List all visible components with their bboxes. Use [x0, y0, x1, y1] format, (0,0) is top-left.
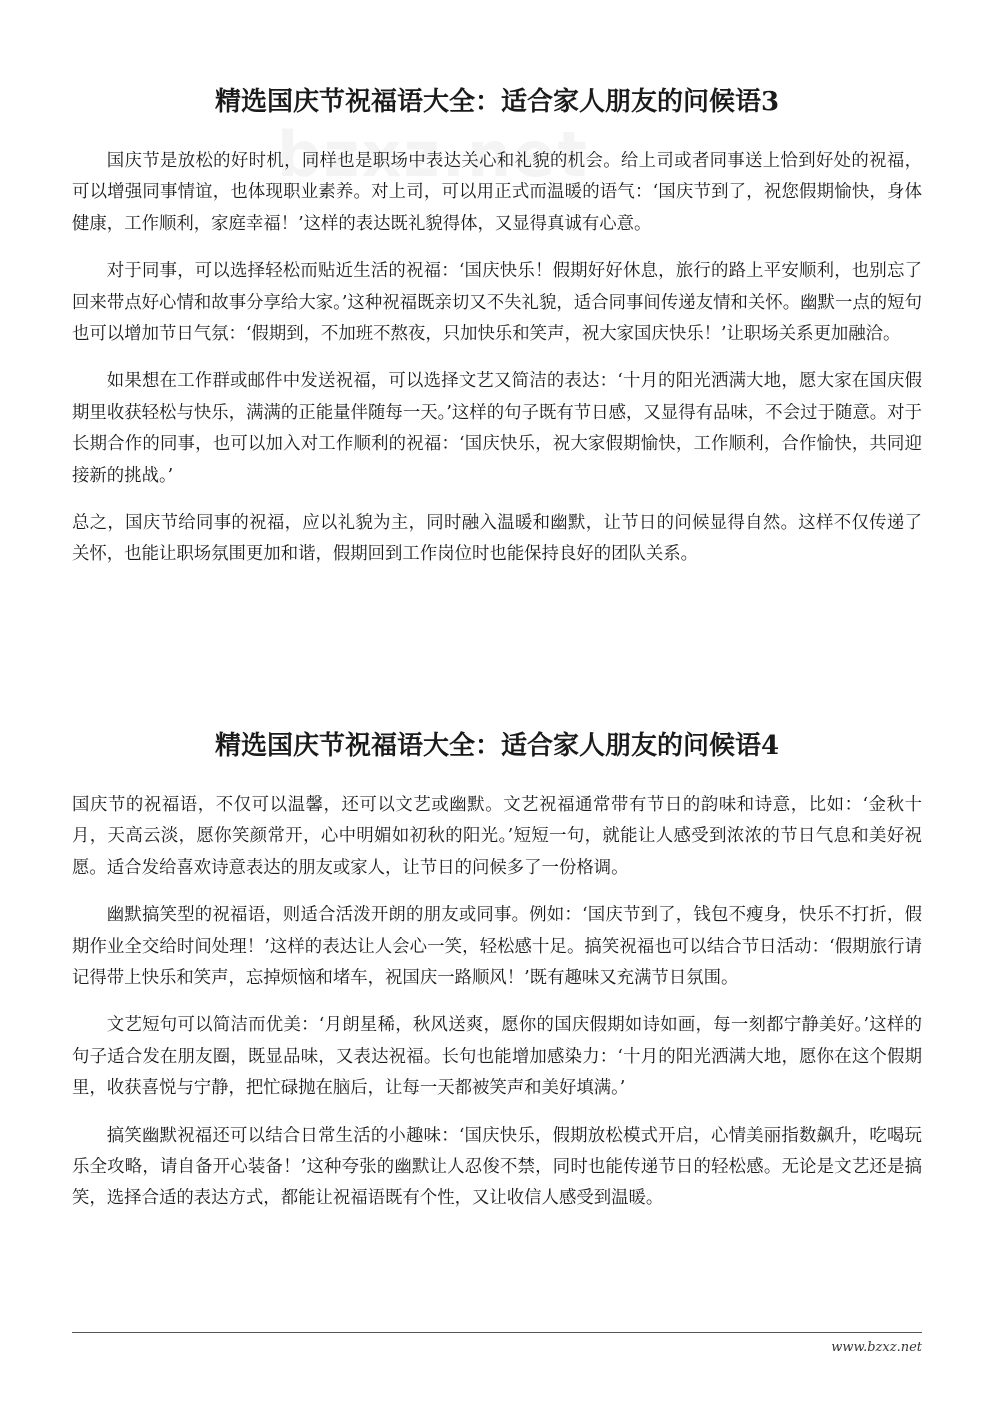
- section-title-4: 精选国庆节祝福语大全：适合家人朋友的问候语4: [214, 731, 780, 761]
- paragraph: 文艺短句可以简洁而优美：‘月朗星稀，秋风送爽，愿你的国庆假期如诗如画，每一刻都宁静美好。’这样的句子适合发在朋友圈，既显品味，又表达祝福。长句也能增加感染力：‘十月的阳光洒满大地，愿你在这个假期里，收获喜悦与宁静，把忙碌抛在脑后，让每一天都被笑声和美好填满。’: [72, 1015, 922, 1099]
- document-page: [72, 0, 922, 1404]
- section-body-4: [72, 790, 922, 1231]
- paragraph: 对于同事，可以选择轻松而贴近生活的祝福：‘国庆快乐！假期好好休息，旅行的路上平安顺利，也别忘了回来带点好心情和故事分享给大家。’这种祝福既亲切又不失礼貌，适合同事间传递友情和关怀。幽默一点的短句也可以增加节日气氛：‘假期到，不加班不熬夜，只加快乐和笑声，祝大家国庆快乐！’让职场关系更加融洽。: [72, 261, 922, 345]
- section-body-3: [72, 146, 922, 587]
- paragraph: 搞笑幽默祝福还可以结合日常生活的小趣味：‘国庆快乐，假期放松模式开启，心情美丽指数飙升，吃喝玩乐全攻略，请自备开心装备！’这种夸张的幽默让人忍俊不禁，同时也能传递节日的轻松感。无论是文艺还是搞笑，选择合适的表达方式，都能让祝福语既有个性，又让收信人感受到温暖。: [72, 1125, 922, 1209]
- paragraph: 国庆节是放松的好时机，同样也是职场中表达关心和礼貌的机会。给上司或者同事送上恰到好处的祝福，可以增强同事情谊，也体现职业素养。对上司，可以用正式而温暖的语气：‘国庆节到了，祝您假期愉快，身体健康，工作顺利，家庭幸福！’这样的表达既礼貌得体，又显得真诚有心意。: [72, 151, 922, 234]
- footer-divider: [72, 1332, 922, 1333]
- paragraph: 幽默搞笑型的祝福语，则适合活泼开朗的朋友或同事。例如：‘国庆节到了，钱包不瘦身，快乐不打折，假期作业全交给时间处理！’这样的表达让人会心一笑，轻松感十足。搞笑祝福也可以结合节日活动：‘假期旅行请记得带上快乐和笑声，忘掉烦恼和堵车，祝国庆一路顺风！’既有趣味又充满节日氛围。: [72, 905, 922, 989]
- footer-url: www.bzxz.net: [831, 1340, 922, 1355]
- section-title-3: 精选国庆节祝福语大全：适合家人朋友的问候语3: [214, 87, 780, 117]
- paragraph: 如果想在工作群或邮件中发送祝福，可以选择文艺又简洁的表达：‘十月的阳光洒满大地，愿大家在国庆假期里收获轻松与快乐，满满的正能量伴随每一天。’这样的句子既有节日感，又显得有品味，不会过于随意。对于长期合作的同事，也可以加入对工作顺利的祝福：‘国庆快乐，祝大家假期愉快，工作顺利，合作愉快，共同迎接新的挑战。’: [72, 371, 922, 486]
- paragraph: 国庆节的祝福语，不仅可以温馨，还可以文艺或幽默。文艺祝福通常带有节日的韵味和诗意，比如：‘金秋十月，天高云淡，愿你笑颜常开，心中明媚如初秋的阳光。’短短一句，就能让人感受到浓浓的节日气息和美好祝愿。适合发给喜欢诗意表达的朋友或家人，让节日的问候多了一份格调。: [72, 795, 922, 878]
- paragraph: 总之，国庆节给同事的祝福，应以礼貌为主，同时融入温暖和幽默，让节日的问候显得自然。这样不仅传递了关怀，也能让职场氛围更加和谐，假期回到工作岗位时也能保持良好的团队关系。: [72, 513, 922, 565]
